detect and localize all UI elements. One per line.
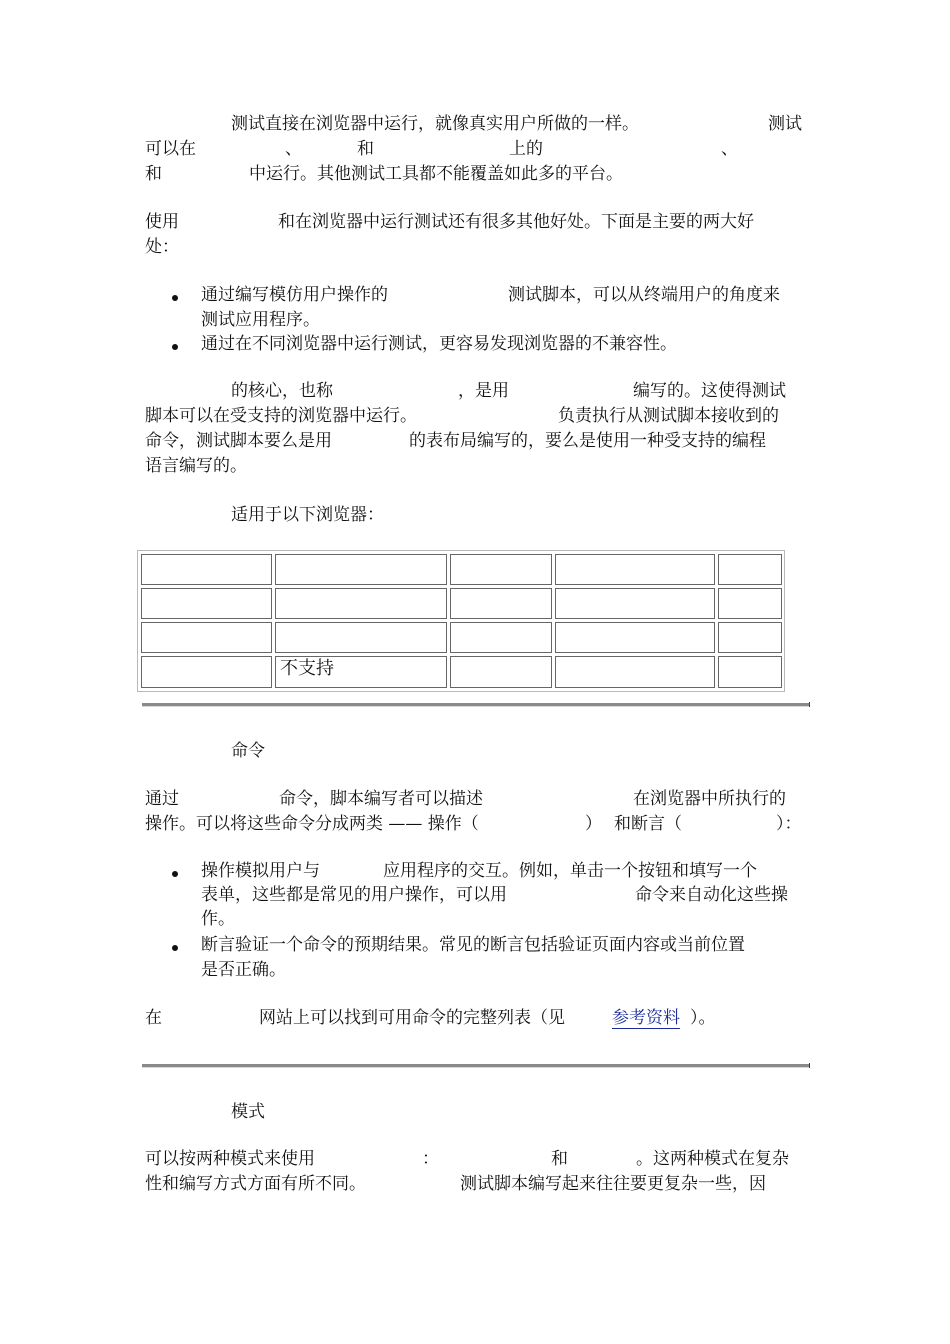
- p1-line2-sep1: 、: [285, 139, 302, 159]
- commands-bullet2-a: 断言验证一个命令的预期结果。常见的断言包括验证页面内容或当前位置: [201, 935, 745, 955]
- commands-line2-b: ）: [585, 814, 602, 834]
- table-cell: [450, 588, 552, 619]
- table-cell: [718, 656, 782, 688]
- benefit-1-end: 测试脚本，可以从终端用户的角度来: [508, 285, 780, 305]
- p2-line1-start: 使用: [145, 212, 179, 232]
- modes-line1-c: 和: [551, 1149, 568, 1169]
- p1-line3-text: 中运行。其他测试工具都不能覆盖如此多的平台。: [249, 164, 623, 184]
- table-cell: [555, 554, 715, 585]
- p2-line2: 处：: [145, 237, 179, 257]
- modes-heading: 模式: [231, 1102, 265, 1122]
- bullet-icon: [172, 871, 178, 877]
- p3-line1-c: 编写的。这使得测试: [633, 381, 786, 401]
- bullet-icon: [172, 295, 178, 301]
- benefit-1-start: 通过编写模仿用户操作的: [201, 285, 388, 305]
- p1-line1-end: 测试: [768, 114, 802, 134]
- table-cell: [555, 622, 715, 653]
- table-cell: [275, 622, 447, 653]
- p2-line1-text: 和在浏览器中运行测试还有很多其他好处。下面是主要的两大好: [278, 212, 754, 232]
- table-cell: [275, 554, 447, 585]
- table-cell: [141, 588, 272, 619]
- commands-bullet1-c: 表单，这些都是常见的用户操作，可以用: [201, 885, 507, 905]
- p3-line2-b: 负责执行从测试脚本接收到的: [558, 406, 779, 426]
- commands-line1-a: 通过: [145, 789, 179, 809]
- table-cell: [275, 588, 447, 619]
- commands-bullet1-e: 作。: [201, 909, 235, 929]
- table-cell: [450, 622, 552, 653]
- references-link[interactable]: 参考资料: [612, 1008, 680, 1028]
- p3-line3-a: 命令，测试脚本要么是用: [145, 431, 332, 451]
- bullet-icon: [172, 945, 178, 951]
- benefit-1-wrap: 测试应用程序。: [201, 310, 320, 330]
- table-cell: [450, 656, 552, 688]
- commands-line2-c: 和断言（: [614, 814, 682, 834]
- table-cell-not-supported: 不支持: [275, 656, 447, 688]
- commands-line1-b: 命令，脚本编写者可以描述: [279, 789, 483, 809]
- table-cell: [450, 554, 552, 585]
- browser-support-table: [137, 550, 785, 692]
- p3-line3-b: 的表布局编写的，要么是使用一种受支持的编程: [409, 431, 766, 451]
- modes-line2-b: 测试脚本编写起来往往要更复杂一些，因: [460, 1174, 766, 1194]
- commands-ref-a: 在: [145, 1008, 162, 1028]
- section-divider: [142, 1064, 809, 1068]
- browsers-intro: 适用于以下浏览器：: [231, 505, 384, 525]
- p1-line2-on: 上的: [509, 139, 543, 159]
- p1-line2-start: 可以在: [145, 139, 196, 159]
- table-cell: [718, 554, 782, 585]
- section-divider: [142, 703, 809, 707]
- modes-line1-a: 可以按两种模式来使用: [145, 1149, 315, 1169]
- table-cell: [718, 588, 782, 619]
- p1-line2-and: 和: [357, 139, 374, 159]
- table-cell: [141, 554, 272, 585]
- modes-line1-d: 。这两种模式在复杂: [636, 1149, 789, 1169]
- commands-line2-d: ）：: [776, 814, 802, 834]
- commands-line2-a: 操作。可以将这些命令分成两类 —— 操作（: [145, 814, 479, 834]
- p1-line3-and: 和: [145, 164, 162, 184]
- bullet-icon: [172, 344, 178, 350]
- p3-line1-b: ，是用: [458, 381, 509, 401]
- commands-ref-b: 网站上可以找到可用命令的完整列表（见: [259, 1008, 565, 1028]
- p3-line4: 语言编写的。: [145, 456, 247, 476]
- commands-line1-c: 在浏览器中所执行的: [633, 789, 786, 809]
- commands-bullet1-b: 应用程序的交互。例如，单击一个按钮和填写一个: [383, 861, 757, 881]
- commands-ref-c: ）。: [690, 1008, 716, 1028]
- p3-line2-a: 脚本可以在受支持的浏览器中运行。: [145, 406, 417, 426]
- table-cell: [141, 656, 272, 688]
- table-cell: [141, 622, 272, 653]
- commands-bullet1-a: 操作模拟用户与: [201, 861, 320, 881]
- p1-line1-text: 测试直接在浏览器中运行，就像真实用户所做的一样。: [231, 114, 639, 134]
- benefit-2: 通过在不同浏览器中运行测试，更容易发现浏览器的不兼容性。: [201, 334, 677, 354]
- commands-bullet2-b: 是否正确。: [201, 960, 286, 980]
- table-cell: [555, 656, 715, 688]
- table-cell: [555, 588, 715, 619]
- table-cell: [718, 622, 782, 653]
- modes-line2-a: 性和编写方式方面有所不同。: [145, 1174, 366, 1194]
- modes-line1-b: ：: [422, 1149, 439, 1169]
- p3-line1-a: 的核心，也称: [231, 381, 333, 401]
- commands-bullet1-d: 命令来自动化这些操: [635, 885, 788, 905]
- p1-line2-sep2: 、: [721, 139, 738, 159]
- commands-heading: 命令: [231, 741, 265, 761]
